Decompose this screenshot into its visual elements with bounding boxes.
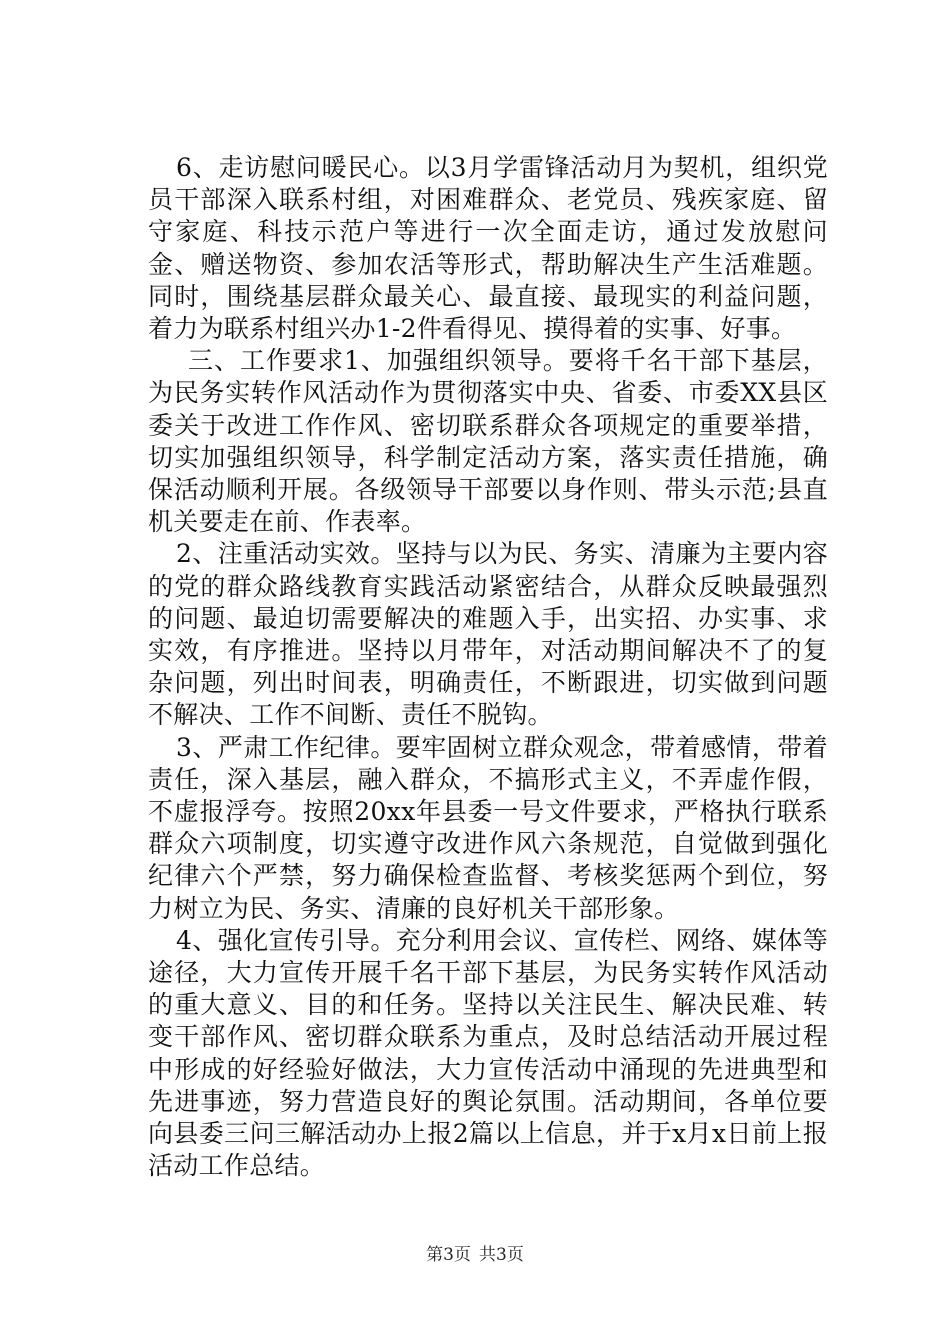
paragraph-activity-effectiveness: 2、注重活动实效。坚持与以为民、务实、清廉为主要内容的党的群众路线教育实践活动紧密结合，从群众反映最强烈的问题、最迫切需要解决的难题入手，出实招、办实事、求实效，有序推进。坚持以月带年，对活动期间解决不了的复杂问题，列出时间表，明确责任，不断跟进，切实做到问题不解决、工作不间断、责任不脱钩。	[148, 539, 828, 730]
page-footer	[0, 1244, 950, 1266]
page-number-total: 共3页	[479, 1245, 524, 1265]
paragraph-work-requirements: 三、工作要求1、加强组织领导。要将千名干部下基层，为民务实转作风活动作为贯彻落实中央、省委、市委XX县区委关于改进工作作风、密切联系群众各项规定的重要举措，切实加强组织领导，科学制定活动方案，落实责任措施，确保活动顺利开展。各级领导干部要以身作则、带头示范;县直机关要走在前、作表率。	[148, 346, 828, 537]
page-number-current: 第3页	[426, 1245, 471, 1265]
document-body	[148, 152, 828, 1183]
paragraph-work-discipline: 3、严肃工作纪律。要牢固树立群众观念，带着感情，带着责任，深入基层，融入群众，不搞形式主义，不弄虚作假，不虚报浮夸。按照20xx年县委一号文件要求，严格执行联系群众六项制度，切实遵守改进作风六条规范，自觉做到强化纪律六个严禁，努力确保检查监督、考核奖惩两个到位，努力树立为民、务实、清廉的良好机关干部形象。	[148, 732, 828, 923]
paragraph-visit-condolence: 6、走访慰问暖民心。以3月学雷锋活动月为契机，组织党员干部深入联系村组，对困难群众、老党员、残疾家庭、留守家庭、科技示范户等进行一次全面走访，通过发放慰问金、赠送物资、参加农活等形式，帮助解决生产生活难题。同时，围绕基层群众最关心、最直接、最现实的利益问题，着力为联系村组兴办1-2件看得见、摸得着的实事、好事。	[148, 153, 828, 344]
paragraph-publicity-guidance: 4、强化宣传引导。充分利用会议、宣传栏、网络、媒体等途径，大力宣传开展千名干部下基层，为民务实转作风活动的重大意义、目的和任务。坚持以关注民生、解决民难、转变干部作风、密切群众联系为重点，及时总结活动开展过程中形成的好经验好做法，大力宣传活动中涌现的先进典型和先进事迹，努力营造良好的舆论氛围。活动期间，各单位要向县委三问三解活动办上报2篇以上信息，并于x月x日前上报活动工作总结。	[148, 925, 828, 1181]
